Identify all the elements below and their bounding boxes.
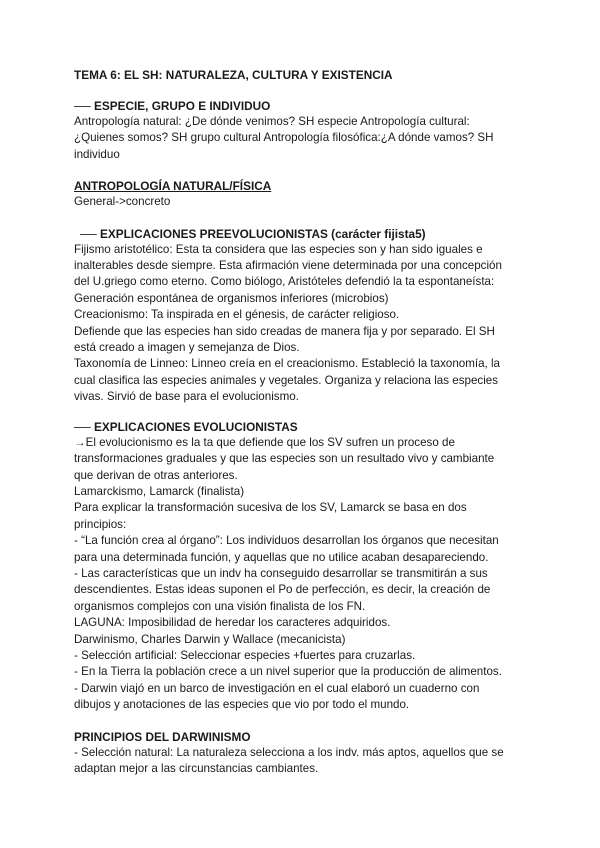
paragraph-line: - Selección artificial: Seleccionar especies +fuertes para cruzarlas.	[74, 648, 416, 662]
paragraph-line: Generación espontánea de organismos inferiores (microbios)	[74, 291, 389, 305]
paragraph-line: para una determinada función, y aquellas que no utilice acaban desapareciendo.	[74, 550, 489, 564]
section-heading: ANTROPOLOGÍA NATURAL/FÍSICA	[74, 179, 272, 194]
section-body	[74, 242, 544, 406]
paragraph-line: - Las características que un indv ha conseguido desarrollar se transmitirán a sus	[74, 566, 488, 580]
paragraph-line: Antropología natural: ¿De dónde venimos? SH especie Antropología cultural:	[74, 115, 470, 128]
paragraph-line: está creado a imagen y semejanza de Dios.	[74, 341, 300, 355]
paragraph-line: del U.griego como eterno. Como biólogo, Aristóteles defendió la ta espontaneísta:	[74, 275, 495, 289]
paragraph-line: - Selección natural: La naturaleza selecciona a los indv. más aptos, aquellos que se	[74, 745, 504, 759]
paragraph-line: Darwinismo, Charles Darwin y Wallace (mecanicista)	[74, 632, 346, 646]
paragraph-line: - En la Tierra la población crece a un nivel superior que la producción de alimentos.	[74, 665, 502, 679]
paragraph-line: General->concreto	[74, 195, 171, 209]
document-title: TEMA 6: EL SH: NATURALEZA, CULTURA Y EXISTENCIA	[74, 68, 393, 82]
document-page	[74, 67, 544, 777]
section-antropologia-natural	[74, 178, 544, 210]
paragraph-line: - Darwin viajó en un barco de investigación en el cual elaboró un cuaderno con	[74, 681, 480, 695]
section-evolucionistas	[74, 419, 544, 714]
section-body	[74, 435, 544, 714]
section-heading: ── ESPECIE, GRUPO E INDIVIDUO	[74, 99, 271, 113]
paragraph-line: Para explicar la transformación sucesiva de los SV, Lamarck se basa en dos	[74, 501, 467, 515]
paragraph-line: Taxonomía de Linneo: Linneo creía en el creacionismo. Estableció la taxonomía, la	[74, 357, 501, 371]
paragraph-line: cual clasifica las especies animales y vegetales. Organiza y relaciona las especies	[74, 373, 499, 387]
section-heading: ── EXPLICACIONES EVOLUCIONISTAS	[74, 419, 298, 434]
section-body	[74, 745, 544, 778]
paragraph-line: dibujos y anotaciones de las especies que vio por todo el mundo.	[74, 698, 410, 712]
paragraph-line: Creacionismo: Ta inspirada en el génesis, de carácter religioso.	[74, 308, 400, 322]
section-heading: PRINCIPIOS DEL DARWINISMO	[74, 729, 251, 744]
section-principios-darwinismo	[74, 729, 544, 778]
paragraph-line: principios:	[74, 517, 127, 531]
section-heading: ── EXPLICACIONES PREEVOLUCIONISTAS (carácter fijista5)	[80, 226, 426, 241]
paragraph-line: - “La función crea al órgano”: Los individuos desarrollan los órganos que necesitan	[74, 534, 499, 548]
paragraph-line: descendientes. Estas ideas suponen el Po de perfección, es decir, la creación de	[74, 583, 491, 597]
paragraph-line: vivas. Sirvió de base para el evolucionismo.	[74, 390, 299, 404]
paragraph-line: Lamarckismo, Lamarck (finalista)	[74, 484, 245, 498]
paragraph-line: adaptan mejor a las circunstancias cambiantes.	[74, 762, 319, 775]
paragraph-line: individuo	[74, 147, 120, 161]
paragraph-line: que derivan de otras anteriores.	[74, 468, 238, 482]
section-preevolucionistas	[74, 226, 544, 406]
paragraph-line: transformaciones graduales y que las especies son un resultado vivo y cambiante	[74, 452, 495, 466]
paragraph-line: inalterables desde siempre. Esta afirmación viene determinada por una concepción	[74, 259, 502, 273]
section-especie	[74, 98, 544, 163]
paragraph-line: LAGUNA: Imposibilidad de heredar los caracteres adquiridos.	[74, 616, 391, 630]
paragraph-line: Defiende que las especies han sido creadas de manera fija y por separado. El SH	[74, 324, 495, 338]
paragraph-line: organismos complejos con una visión finalista de los FN.	[74, 599, 366, 613]
paragraph-line: Fijismo aristotélico: Esta ta considera que las especies son y han sido iguales e	[74, 242, 483, 256]
paragraph-line: ¿Quienes somos? SH grupo cultural Antropología filosófica:¿A dónde vamos? SH	[74, 131, 494, 145]
paragraph-line: →El evolucionismo es la ta que defiende que los SV sufren un proceso de	[74, 435, 455, 449]
